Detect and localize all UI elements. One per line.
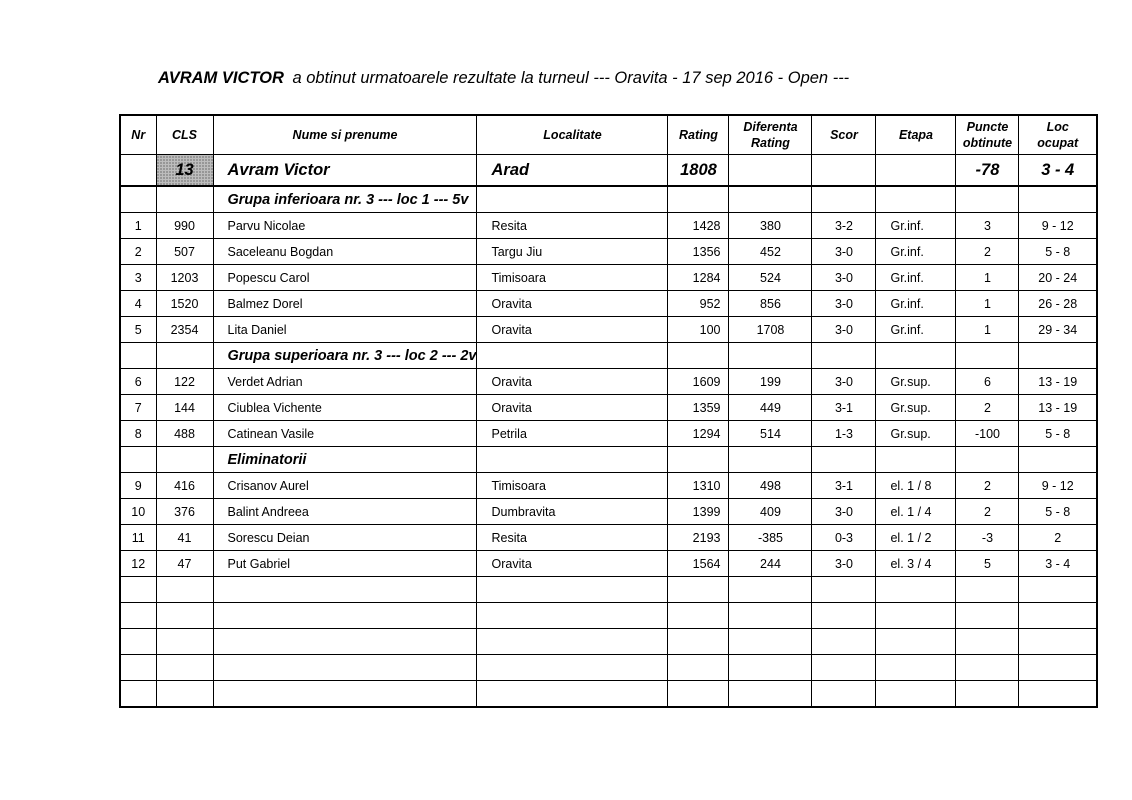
row-cls: 41 — [156, 525, 213, 551]
group-empty-cell — [477, 447, 668, 473]
group-empty-nr — [120, 186, 156, 213]
group-empty-cell — [1019, 447, 1097, 473]
empty-cell — [668, 681, 729, 708]
header-diff — [729, 115, 812, 155]
empty-cell — [120, 603, 156, 629]
empty-cell — [120, 655, 156, 681]
row-locality: Oravita — [477, 369, 668, 395]
row-rating: 1359 — [668, 395, 729, 421]
row-place: 20 - 24 — [1019, 265, 1097, 291]
row-place: 9 - 12 — [1019, 213, 1097, 239]
table-row — [120, 421, 1097, 447]
empty-cell — [729, 655, 812, 681]
row-stage: Gr.inf. — [876, 213, 956, 239]
row-points: 5 — [956, 551, 1019, 577]
row-score: 3-0 — [812, 317, 876, 343]
empty-cell — [213, 603, 477, 629]
table-row — [120, 213, 1097, 239]
row-score: 3-1 — [812, 473, 876, 499]
row-diff: 380 — [729, 213, 812, 239]
table-row — [120, 551, 1097, 577]
header-points-line1: Puncte — [966, 120, 1009, 134]
row-nr: 9 — [120, 473, 156, 499]
title-text: a obtinut urmatoarele rezultate la turneul --- Oravita - 17 sep 2016 - Open --- — [292, 69, 850, 87]
results-table — [119, 114, 1098, 708]
empty-cell — [156, 603, 213, 629]
row-nr: 12 — [120, 551, 156, 577]
group-empty-cell — [876, 186, 956, 213]
row-score: 1-3 — [812, 421, 876, 447]
row-stage: el. 1 / 4 — [876, 499, 956, 525]
row-rating: 1284 — [668, 265, 729, 291]
row-rating: 1399 — [668, 499, 729, 525]
table-row — [120, 291, 1097, 317]
row-stage: Gr.inf. — [876, 265, 956, 291]
empty-cell — [120, 577, 156, 603]
empty-cell — [729, 603, 812, 629]
player-diff — [729, 155, 812, 187]
group-row — [120, 343, 1097, 369]
row-rating: 1356 — [668, 239, 729, 265]
row-score: 3-0 — [812, 369, 876, 395]
group-empty-cell — [668, 343, 729, 369]
table-row — [120, 499, 1097, 525]
row-diff: 244 — [729, 551, 812, 577]
header-diff-line2: Rating — [751, 136, 790, 150]
empty-cell — [213, 629, 477, 655]
table-row — [120, 239, 1097, 265]
player-nr — [120, 155, 156, 187]
row-rating: 1310 — [668, 473, 729, 499]
empty-cell — [812, 577, 876, 603]
row-cls: 416 — [156, 473, 213, 499]
empty-cell — [477, 629, 668, 655]
empty-cell — [876, 603, 956, 629]
group-label: Grupa inferioara nr. 3 --- loc 1 --- 5v — [213, 186, 477, 213]
row-score: 3-0 — [812, 239, 876, 265]
row-score: 3-0 — [812, 291, 876, 317]
header-score: Scor — [812, 115, 876, 155]
row-place: 13 - 19 — [1019, 395, 1097, 421]
row-nr: 3 — [120, 265, 156, 291]
group-label: Grupa superioara nr. 3 --- loc 2 --- 2v — [213, 343, 477, 369]
empty-cell — [668, 655, 729, 681]
player-name: Avram Victor — [213, 155, 477, 187]
empty-cell — [729, 629, 812, 655]
row-stage: Gr.sup. — [876, 395, 956, 421]
header-stage: Etapa — [876, 115, 956, 155]
row-points: -100 — [956, 421, 1019, 447]
player-score — [812, 155, 876, 187]
row-locality: Timisoara — [477, 473, 668, 499]
group-empty-cell — [956, 447, 1019, 473]
row-cls: 1203 — [156, 265, 213, 291]
group-empty-nr — [120, 343, 156, 369]
header-points — [956, 115, 1019, 155]
empty-cell — [1019, 629, 1097, 655]
row-name: Balmez Dorel — [213, 291, 477, 317]
table-row — [120, 265, 1097, 291]
row-points: -3 — [956, 525, 1019, 551]
row-place: 13 - 19 — [1019, 369, 1097, 395]
row-locality: Timisoara — [477, 265, 668, 291]
empty-cell — [812, 681, 876, 708]
row-cls: 2354 — [156, 317, 213, 343]
group-empty-cell — [876, 447, 956, 473]
header-row — [120, 115, 1097, 155]
row-points: 1 — [956, 291, 1019, 317]
row-score: 0-3 — [812, 525, 876, 551]
group-empty-cell — [729, 186, 812, 213]
empty-cell — [1019, 603, 1097, 629]
empty-row — [120, 603, 1097, 629]
empty-cell — [1019, 577, 1097, 603]
row-points: 1 — [956, 265, 1019, 291]
empty-cell — [956, 577, 1019, 603]
row-name: Verdet Adrian — [213, 369, 477, 395]
empty-cell — [1019, 655, 1097, 681]
row-cls: 488 — [156, 421, 213, 447]
row-name: Parvu Nicolae — [213, 213, 477, 239]
header-locality: Localitate — [477, 115, 668, 155]
empty-cell — [876, 681, 956, 708]
row-diff: 409 — [729, 499, 812, 525]
row-rating: 1428 — [668, 213, 729, 239]
group-empty-cls — [156, 343, 213, 369]
row-points: 1 — [956, 317, 1019, 343]
group-empty-cell — [729, 447, 812, 473]
table-row — [120, 395, 1097, 421]
row-points: 2 — [956, 499, 1019, 525]
row-points: 2 — [956, 239, 1019, 265]
row-diff: 498 — [729, 473, 812, 499]
row-place: 26 - 28 — [1019, 291, 1097, 317]
row-place: 5 - 8 — [1019, 239, 1097, 265]
header-place-line1: Loc — [1046, 120, 1069, 134]
row-name: Catinean Vasile — [213, 421, 477, 447]
empty-cell — [213, 577, 477, 603]
page-title — [158, 69, 849, 88]
group-empty-cls — [156, 186, 213, 213]
group-empty-cell — [1019, 343, 1097, 369]
empty-cell — [156, 655, 213, 681]
row-score: 3-2 — [812, 213, 876, 239]
row-locality: Oravita — [477, 395, 668, 421]
row-cls: 144 — [156, 395, 213, 421]
empty-cell — [876, 655, 956, 681]
header-nr: Nr — [120, 115, 156, 155]
row-diff: 856 — [729, 291, 812, 317]
header-rating: Rating — [668, 115, 729, 155]
empty-cell — [812, 603, 876, 629]
row-stage: Gr.inf. — [876, 317, 956, 343]
empty-row — [120, 577, 1097, 603]
group-empty-cell — [956, 343, 1019, 369]
empty-cell — [668, 577, 729, 603]
row-stage: Gr.inf. — [876, 291, 956, 317]
row-place: 3 - 4 — [1019, 551, 1097, 577]
empty-row — [120, 629, 1097, 655]
row-locality: Resita — [477, 213, 668, 239]
row-diff: 199 — [729, 369, 812, 395]
header-name: Nume si prenume — [213, 115, 477, 155]
table-row — [120, 369, 1097, 395]
row-name: Put Gabriel — [213, 551, 477, 577]
row-cls: 122 — [156, 369, 213, 395]
group-empty-cell — [812, 343, 876, 369]
row-nr: 5 — [120, 317, 156, 343]
empty-cell — [156, 681, 213, 708]
row-rating: 952 — [668, 291, 729, 317]
group-empty-cell — [876, 343, 956, 369]
row-points: 3 — [956, 213, 1019, 239]
row-diff: 452 — [729, 239, 812, 265]
empty-cell — [956, 681, 1019, 708]
player-points: -78 — [956, 155, 1019, 187]
empty-cell — [213, 655, 477, 681]
row-locality: Petrila — [477, 421, 668, 447]
empty-cell — [956, 655, 1019, 681]
row-nr: 10 — [120, 499, 156, 525]
row-cls: 47 — [156, 551, 213, 577]
header-cls: CLS — [156, 115, 213, 155]
group-empty-cell — [956, 186, 1019, 213]
row-points: 2 — [956, 395, 1019, 421]
row-rating: 2193 — [668, 525, 729, 551]
row-score: 3-0 — [812, 551, 876, 577]
player-rating: 1808 — [668, 155, 729, 187]
row-locality: Oravita — [477, 291, 668, 317]
row-stage: el. 1 / 8 — [876, 473, 956, 499]
empty-cell — [876, 577, 956, 603]
header-place-line2: ocupat — [1037, 136, 1079, 150]
row-diff: -385 — [729, 525, 812, 551]
row-diff: 449 — [729, 395, 812, 421]
group-empty-cell — [668, 186, 729, 213]
row-points: 6 — [956, 369, 1019, 395]
empty-cell — [812, 629, 876, 655]
row-stage: el. 3 / 4 — [876, 551, 956, 577]
row-rating: 1609 — [668, 369, 729, 395]
row-nr: 7 — [120, 395, 156, 421]
group-empty-nr — [120, 447, 156, 473]
empty-cell — [876, 629, 956, 655]
empty-row — [120, 681, 1097, 708]
row-nr: 8 — [120, 421, 156, 447]
row-cls: 1520 — [156, 291, 213, 317]
row-cls: 376 — [156, 499, 213, 525]
row-locality: Targu Jiu — [477, 239, 668, 265]
empty-cell — [956, 603, 1019, 629]
row-diff: 514 — [729, 421, 812, 447]
empty-cell — [213, 681, 477, 708]
row-name: Lita Daniel — [213, 317, 477, 343]
row-stage: Gr.sup. — [876, 369, 956, 395]
group-empty-cell — [668, 447, 729, 473]
player-locality: Arad — [477, 155, 668, 187]
row-locality: Resita — [477, 525, 668, 551]
row-name: Saceleanu Bogdan — [213, 239, 477, 265]
row-stage: Gr.inf. — [876, 239, 956, 265]
title-player-name: AVRAM VICTOR — [158, 69, 284, 87]
row-rating: 1294 — [668, 421, 729, 447]
empty-cell — [120, 681, 156, 708]
header-diff-line1: Diferenta — [743, 120, 798, 134]
group-empty-cell — [1019, 186, 1097, 213]
row-cls: 507 — [156, 239, 213, 265]
table-row — [120, 525, 1097, 551]
row-name: Balint Andreea — [213, 499, 477, 525]
row-name: Crisanov Aurel — [213, 473, 477, 499]
empty-cell — [156, 629, 213, 655]
row-locality: Dumbravita — [477, 499, 668, 525]
header-points-line2: obtinute — [962, 136, 1013, 150]
row-nr: 2 — [120, 239, 156, 265]
row-cls: 990 — [156, 213, 213, 239]
player-row — [120, 155, 1097, 187]
group-row — [120, 186, 1097, 213]
table-row — [120, 473, 1097, 499]
row-diff: 524 — [729, 265, 812, 291]
row-place: 5 - 8 — [1019, 499, 1097, 525]
empty-cell — [120, 629, 156, 655]
empty-cell — [1019, 681, 1097, 708]
row-rating: 1564 — [668, 551, 729, 577]
row-place: 2 — [1019, 525, 1097, 551]
player-cls: 13 — [156, 155, 213, 187]
player-stage — [876, 155, 956, 187]
empty-cell — [477, 681, 668, 708]
header-place — [1019, 115, 1097, 155]
empty-cell — [477, 603, 668, 629]
group-row — [120, 447, 1097, 473]
empty-cell — [668, 603, 729, 629]
row-stage: el. 1 / 2 — [876, 525, 956, 551]
empty-cell — [477, 577, 668, 603]
row-score: 3-0 — [812, 265, 876, 291]
row-name: Popescu Carol — [213, 265, 477, 291]
row-locality: Oravita — [477, 551, 668, 577]
row-score: 3-1 — [812, 395, 876, 421]
empty-row — [120, 655, 1097, 681]
group-empty-cls — [156, 447, 213, 473]
group-empty-cell — [729, 343, 812, 369]
row-place: 5 - 8 — [1019, 421, 1097, 447]
row-score: 3-0 — [812, 499, 876, 525]
row-nr: 11 — [120, 525, 156, 551]
empty-cell — [956, 629, 1019, 655]
group-empty-cell — [812, 186, 876, 213]
row-name: Sorescu Deian — [213, 525, 477, 551]
row-nr: 6 — [120, 369, 156, 395]
row-locality: Oravita — [477, 317, 668, 343]
empty-cell — [668, 629, 729, 655]
row-stage: Gr.sup. — [876, 421, 956, 447]
row-place: 29 - 34 — [1019, 317, 1097, 343]
group-empty-cell — [812, 447, 876, 473]
group-empty-cell — [477, 186, 668, 213]
empty-cell — [729, 577, 812, 603]
row-rating: 100 — [668, 317, 729, 343]
empty-cell — [812, 655, 876, 681]
row-name: Ciublea Vichente — [213, 395, 477, 421]
group-empty-cell — [477, 343, 668, 369]
row-nr: 1 — [120, 213, 156, 239]
row-diff: 1708 — [729, 317, 812, 343]
row-nr: 4 — [120, 291, 156, 317]
table-row — [120, 317, 1097, 343]
group-label: Eliminatorii — [213, 447, 477, 473]
empty-cell — [729, 681, 812, 708]
row-points: 2 — [956, 473, 1019, 499]
player-place: 3 - 4 — [1019, 155, 1097, 187]
empty-cell — [477, 655, 668, 681]
row-place: 9 - 12 — [1019, 473, 1097, 499]
empty-cell — [156, 577, 213, 603]
